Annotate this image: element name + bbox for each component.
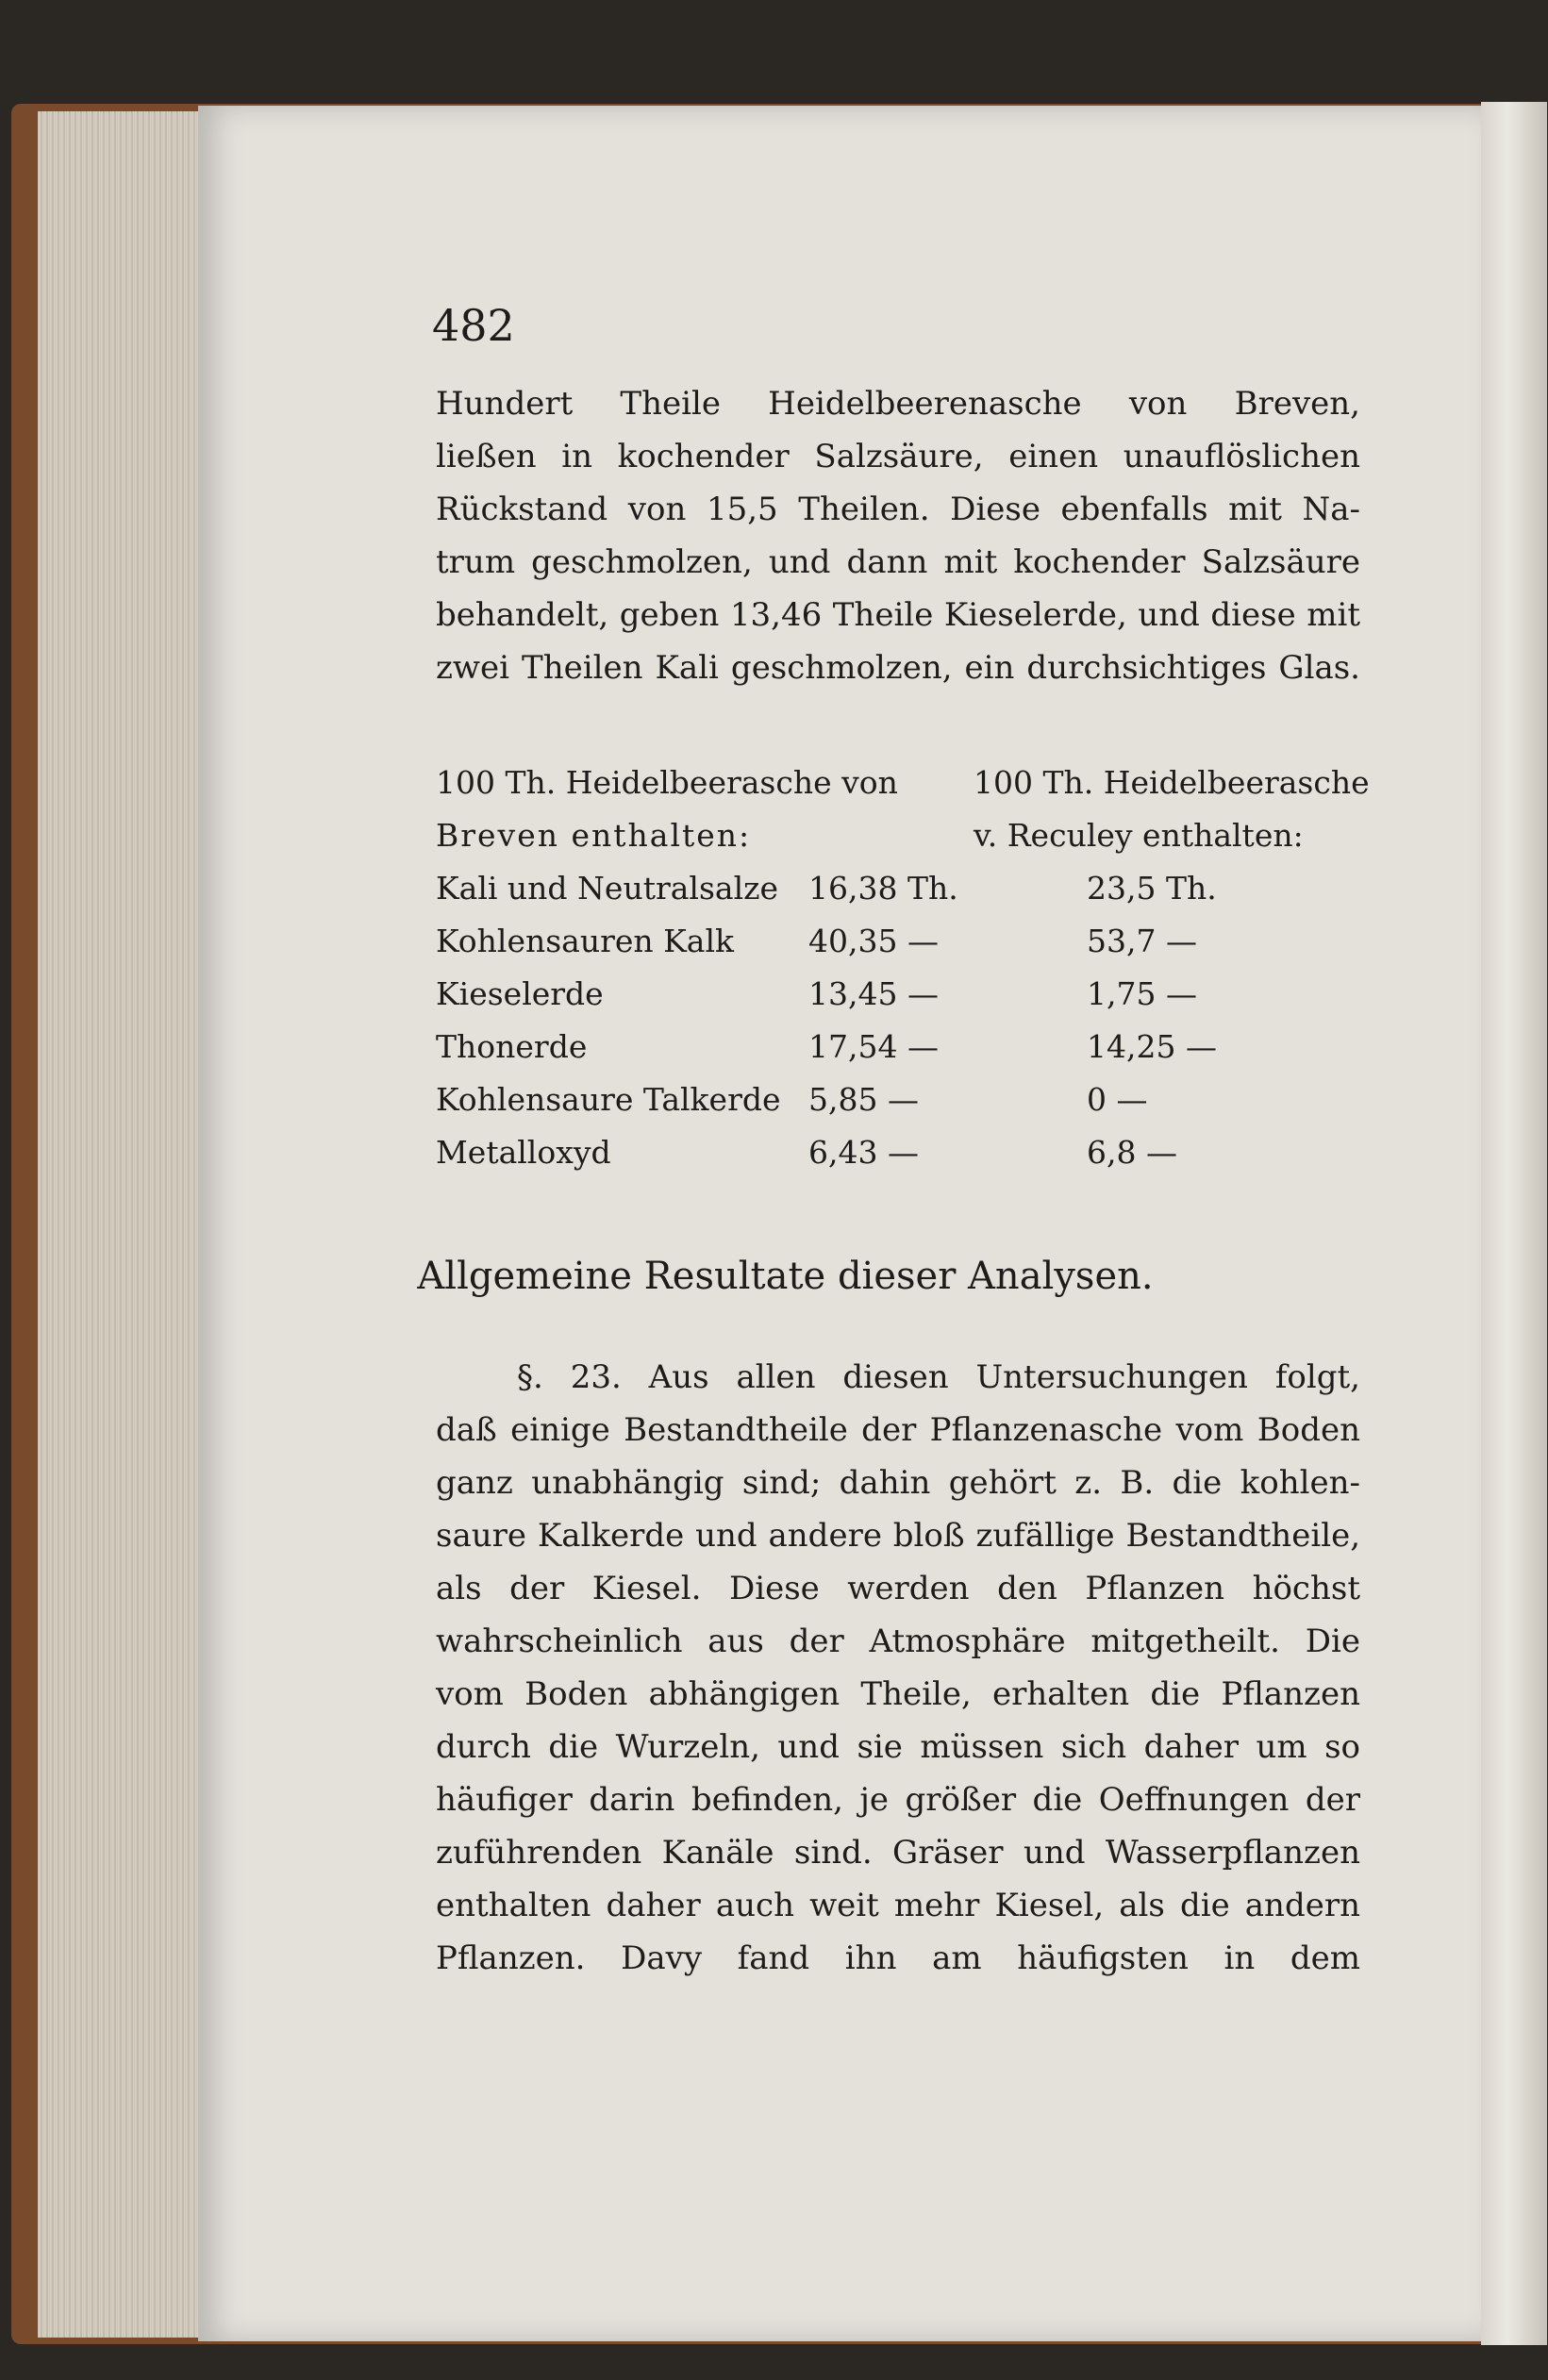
row-value-reculey: 14,25 —	[1087, 1028, 1217, 1065]
section-line: durch die Wurzeln, und sie müssen sich daher um so	[436, 1728, 1360, 1766]
row-value-breven: 16,38 Th.	[808, 870, 958, 907]
table-row	[436, 923, 1365, 975]
intro-line: trum geschmolzen, und dann mit kochender Salzsäure	[436, 543, 1360, 581]
intro-line: Rückstand von 15,5 Theilen. Diese ebenfalls mit Na-	[436, 491, 1360, 528]
row-label: Thonerde	[436, 1028, 588, 1065]
table-row	[436, 1134, 1365, 1187]
row-value-breven: 5,85 —	[808, 1081, 919, 1118]
row-label: Kohlensauren Kalk	[436, 923, 735, 959]
intro-line: zwei Theilen Kali geschmolzen, ein durchsichtiges Glas.	[436, 649, 1360, 687]
section-heading	[0, 1255, 1548, 1298]
table-row	[436, 1081, 1365, 1134]
row-label: Kieselerde	[436, 975, 604, 1012]
header-right: v. Reculey enthalten:	[974, 817, 1304, 854]
row-label: Metalloxyd	[436, 1134, 611, 1171]
page-number: 482	[432, 300, 515, 351]
table-row	[436, 1028, 1365, 1081]
section-line: §. 23. Aus allen diesen Untersuchungen folgt,	[517, 1358, 1360, 1396]
section-heading-text: Allgemeine Resultate dieser Analysen.	[417, 1255, 1154, 1298]
intro-line: behandelt, geben 13,46 Theile Kieselerde, und diese mit	[436, 596, 1360, 634]
page-edges-left	[38, 111, 203, 2338]
row-value-breven: 13,45 —	[808, 975, 939, 1012]
section-line: ganz unabhängig sind; dahin gehört z. B. die kohlen-	[436, 1464, 1360, 1502]
row-value-reculey: 6,8 —	[1087, 1134, 1177, 1171]
section-paragraph	[436, 1351, 1360, 1985]
header-left: Breven enthalten:	[436, 817, 752, 854]
row-value-reculey: 23,5 Th.	[1087, 870, 1217, 907]
table-row	[436, 975, 1365, 1028]
header-right: 100 Th. Heidelbeerasche	[974, 764, 1370, 801]
table-header-row	[436, 764, 1370, 817]
row-value-reculey: 0 —	[1087, 1081, 1148, 1118]
section-line: zuführenden Kanäle sind. Gräser und Wasserpflanzen	[436, 1834, 1360, 1872]
intro-line: Hundert Theile Heidelbeerenasche von Breven,	[436, 385, 1360, 423]
section-line: saure Kalkerde und andere bloß zufällige Bestandtheile,	[436, 1517, 1360, 1555]
intro-paragraph	[436, 377, 1360, 694]
ash-analysis-table	[436, 764, 1370, 1187]
section-line: enthalten daher auch weit mehr Kiesel, als die andern	[436, 1887, 1360, 1924]
page-edges-right	[1481, 102, 1547, 2345]
row-value-breven: 6,43 —	[808, 1134, 919, 1171]
intro-line: ließen in kochender Salzsäure, einen unauflöslichen	[436, 438, 1360, 475]
header-left: 100 Th. Heidelbeerasche von	[436, 764, 898, 801]
section-line: Pflanzen. Davy fand ihn am häufigsten in dem	[436, 1939, 1360, 1977]
section-line: häufiger darin befinden, je größer die Oeffnungen der	[436, 1781, 1360, 1819]
row-value-reculey: 1,75 —	[1087, 975, 1197, 1012]
row-value-reculey: 53,7 —	[1087, 923, 1197, 959]
table-header-row	[436, 817, 1365, 870]
section-line: als der Kiesel. Diese werden den Pflanzen höchst	[436, 1570, 1360, 1607]
row-value-breven: 17,54 —	[808, 1028, 939, 1065]
section-line: wahrscheinlich aus der Atmosphäre mitgetheilt. Die	[436, 1623, 1360, 1660]
row-label: Kohlensaure Talkerde	[436, 1081, 781, 1118]
row-label: Kali und Neutralsalze	[436, 870, 779, 907]
section-line: daß einige Bestandtheile der Pflanzenasche vom Boden	[436, 1411, 1360, 1449]
table-row	[436, 870, 1365, 923]
section-line: vom Boden abhängigen Theile, erhalten die Pflanzen	[436, 1675, 1360, 1713]
row-value-breven: 40,35 —	[808, 923, 939, 959]
